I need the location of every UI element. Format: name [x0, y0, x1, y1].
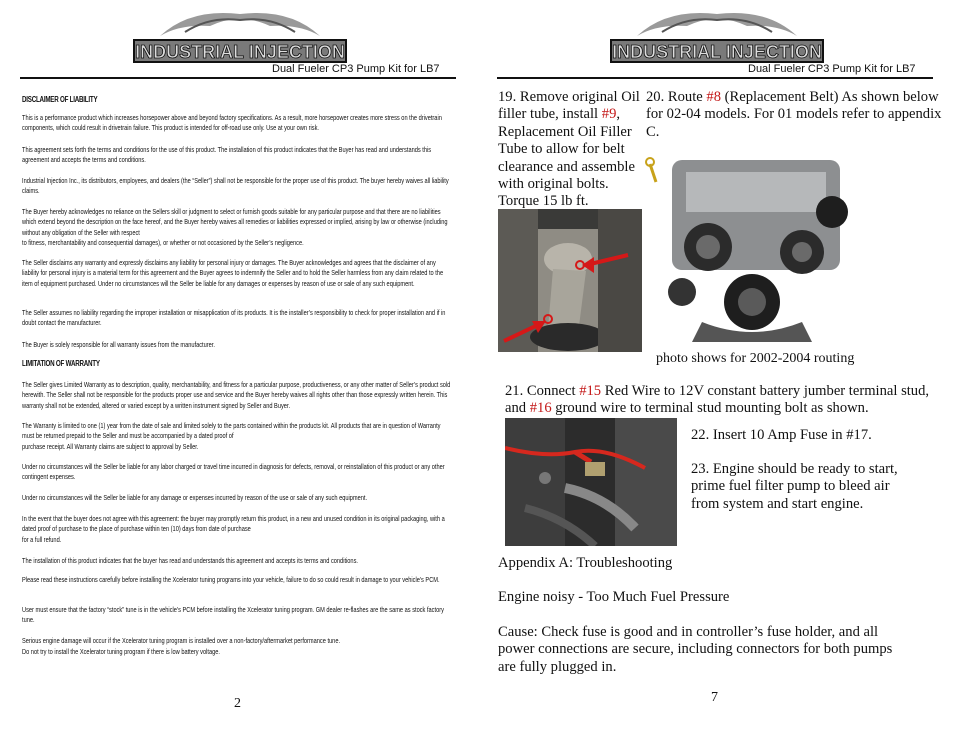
legal-paragraph: Industrial Injection Inc., its distributors, employees, and dealers (the “Seller”) shall not be responsible for the proper use of this product. The buyer hereby waives all liability claims. — [22, 176, 449, 196]
industrial-injection-logo — [130, 6, 350, 68]
wiring-image — [505, 418, 677, 546]
legal-paragraph: Please read these instructions carefully before installing the Xcelerator tuning programs into your vehicle, failure to do so could result in damage to your vehicle’s PCM. — [22, 575, 440, 584]
legal-paragraph: to fitness, merchantability and consequential damages), or whether or not occasioned by the Seller’s negligence. — [22, 238, 304, 247]
logo-text: INDUSTRIAL INJECTION — [135, 42, 345, 62]
step-19 — [498, 89, 642, 211]
engine-belt-routing-photo — [642, 152, 866, 350]
step-22: 22. Insert 10 Amp Fuse in #17. — [691, 427, 872, 443]
logo-graphic — [130, 6, 350, 68]
part-ref: #9 — [601, 106, 617, 123]
legal-paragraph: This is a performance product which increases horsepower above and beyond factory specifications. As a result, more horsepower creates more stress on the drivetrain components, which could result in drivetrain failure. This product is intended for off-road use only. Use at your own risk. — [22, 113, 442, 133]
legal-paragraph: This agreement sets forth the terms and conditions for the use of this product. The installation of this product indicates that the Buyer has read and understands this agreement and accepts the terms and conditions. — [22, 145, 432, 165]
section-heading-warranty: LIMITATION OF WARRANTY — [22, 359, 100, 368]
part-ref: #15 — [579, 383, 602, 399]
legal-paragraph: In the event that the buyer does not agree with this agreement: the buyer may promptly return this product, in a new and unused condition in its original packaging, with a dated proof of purchase to the place of purchase within ten (10) days from date of purchase — [22, 514, 445, 534]
step-text: (Replacement Belt) As shown below for 02-04 models. For 01 models refer to appendix C. — [646, 89, 942, 140]
step-text: ground wire to terminal stud mounting bolt as shown. — [551, 400, 869, 417]
legal-paragraph: Serious engine damage will occur if the Xcelerator tuning program is installed over a non-factory/aftermarket performance tune. — [22, 636, 341, 645]
step-20 — [646, 89, 942, 141]
oil-filler-image — [498, 209, 642, 352]
legal-paragraph: The Seller assumes no liability regarding the improper installation or misapplication of its products. It is the installer’s responsibility to check for proper installation and if in doubt contact the manufacturer. — [22, 308, 446, 328]
part-ref: #16 — [529, 400, 552, 417]
legal-paragraph: The Buyer hereby acknowledges no reliance on the Sellers skill or judgment to select or furnish goods suitable for any particular purpose and that there are no liabilities which extend beyond the description on the face hereof, and the Buyer hereby waives all remedies or liabilities expressed or implied, arising by law or otherwise (including without any obligation of the Seller with respect — [22, 207, 448, 237]
photo-caption: photo shows for 2002-2004 routing — [656, 351, 855, 366]
step-text: 20. Route — [646, 89, 707, 105]
legal-paragraph: The Seller gives Limited Warranty as to description, quality, merchantability, and fitness for a particular purpose, productiveness, or any other matter of Seller’s product sold herewith. The Seller shall not be responsible for the products proper use and service and the Buyer hereby waives all rights other than those expressly written herein. This warranty shall not be extended, altered or varied except by a written instrument signed by Seller and Buyer. — [22, 380, 451, 410]
step-21 — [505, 383, 935, 418]
header-subtitle: Dual Fueler CP3 Pump Kit for LB7 — [272, 63, 440, 75]
appendix-title: Appendix A: Troubleshooting — [498, 555, 673, 571]
step-text: , Replacement Oil Filler Tube to allow for belt clearance and assemble with original bolts. Torque 15 lb ft. — [498, 106, 635, 210]
step-text: 19. Remove original Oil filler tube, install — [498, 89, 640, 123]
legal-paragraph: Under no circumstances will the Seller be liable for any labor charged or travel time incurred in diagnosis for defects, removal, or reinstallation of this product or any other contingent expenses. — [22, 462, 445, 482]
part-ref: #8 — [706, 89, 721, 105]
logo-text: INDUSTRIAL INJECTION — [612, 42, 822, 62]
legal-paragraph: for a full refund. — [22, 535, 62, 544]
legal-paragraph: Do not try to install the Xcelerator tuning program if there is low battery voltage. — [22, 647, 220, 656]
legal-paragraph: The Seller disclaims any warranty and expressly disclaims any liability for personal injury or damages. The Buyer acknowledges and agrees that the disclaimer of any liability for personal injury is a material term for this agreement and the Buyer agrees to indemnify the Seller and to hold the Seller harmless from any claim related to the item of equipment purchased. Under no circumstances will the Seller be liable for any damages or expenses by reason of use or sale of any such equipment. — [22, 258, 444, 288]
legal-paragraph: User must ensure that the factory “stock” tune is in the vehicle’s PCM before installing the Xcelerator tuning program. GM dealer re-flashes are the same as stock factory tune. — [22, 605, 444, 625]
step-23: 23. Engine should be ready to start, prime fuel filter pump to bleed air from system and start engine. — [691, 461, 898, 512]
header-rule — [20, 77, 456, 79]
oil-filler-photo — [498, 209, 642, 352]
page-number: 2 — [234, 696, 241, 711]
right-page — [477, 0, 954, 738]
legal-paragraph: The installation of this product indicates that the buyer has read and understands this agreement and accepts its terms and conditions. — [22, 556, 358, 565]
troubleshooting-cause: Cause: Check fuse is good and in controller’s fuse holder, and all power connections are secure, including connectors for both pumps are fully plugged in. — [498, 624, 893, 675]
step-text: 21. Connect — [505, 383, 580, 399]
legal-paragraph: The Buyer is solely responsible for all warranty issues from the manufacturer. — [22, 340, 215, 349]
logo-graphic — [607, 6, 827, 68]
battery-wiring-photo — [505, 418, 677, 546]
section-heading-disclaimer: DISCLAIMER OF LIABILITY — [22, 95, 98, 104]
page-number: 7 — [711, 690, 718, 705]
legal-paragraph: The Warranty is limited to one (1) year from the date of sale and limited solely to the parts contained within the products kit. All products that are in question of Warranty must be returned prepaid to the Seller and must be accompanied by a dated proof of — [22, 421, 441, 441]
header-rule — [497, 77, 933, 79]
industrial-injection-logo — [607, 6, 827, 68]
legal-paragraph: purchase receipt. All Warranty claims are subject to approval by Seller. — [22, 442, 199, 451]
troubleshooting-issue: Engine noisy - Too Much Fuel Pressure — [498, 589, 730, 605]
step-text: Red Wire to 12V constant battery jumber terminal stud, and — [505, 383, 930, 417]
legal-paragraph: Under no circumstances will the Seller be liable for any damage or expenses incurred by reason of the use or sale of any such equipment. — [22, 493, 368, 502]
header-subtitle: Dual Fueler CP3 Pump Kit for LB7 — [748, 63, 916, 75]
engine-image — [642, 152, 866, 350]
